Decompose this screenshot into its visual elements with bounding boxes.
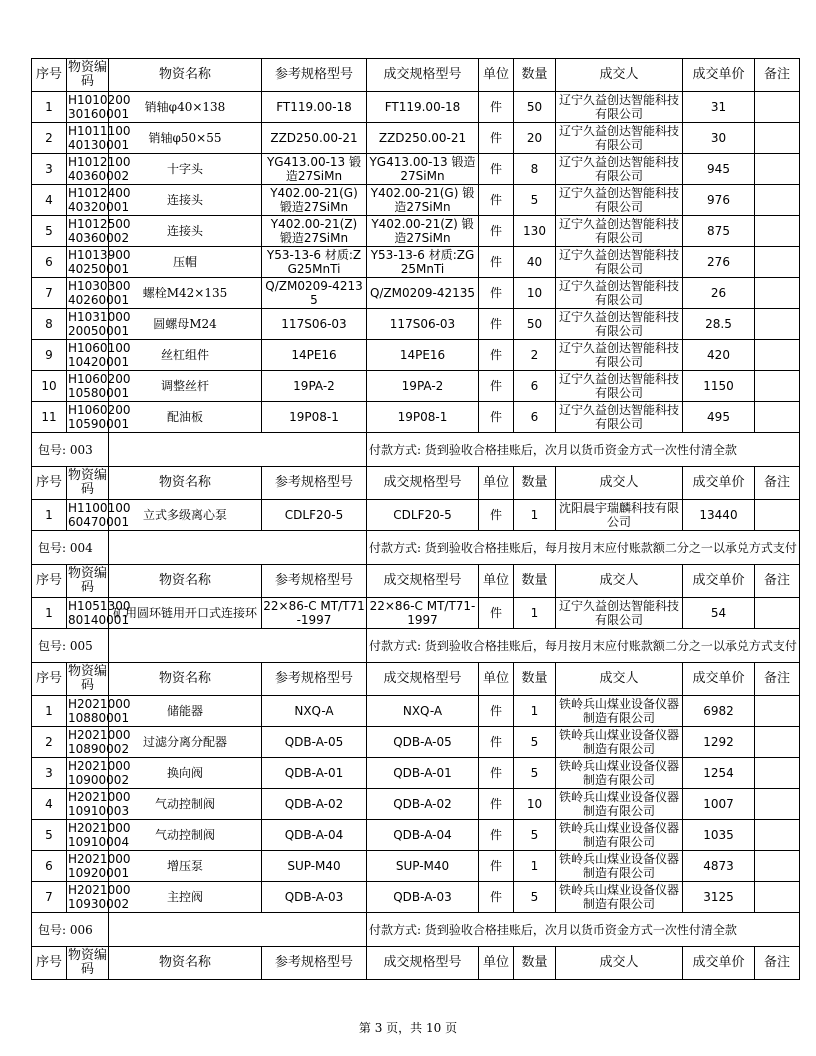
table-cell: 1292 bbox=[683, 727, 755, 758]
table-cell: NXQ-A bbox=[367, 696, 479, 727]
table-cell: 立式多级离心泵 bbox=[109, 500, 262, 531]
table-cell: ZZD250.00-21 bbox=[367, 123, 479, 154]
table-cell: 2 bbox=[514, 340, 556, 371]
table-cell: 件 bbox=[479, 278, 514, 309]
table-cell: H1031000 20050001 bbox=[68, 310, 131, 338]
table-cell: CDLF20-5 bbox=[367, 500, 479, 531]
table-cell: 件 bbox=[479, 789, 514, 820]
table-cell: 117S06-03 bbox=[367, 309, 479, 340]
table-cell: 件 bbox=[479, 154, 514, 185]
table-cell: 件 bbox=[479, 340, 514, 371]
column-header: 物资编码 bbox=[67, 59, 109, 92]
table-cell: 22×86-C MT/T71-1997 bbox=[263, 599, 365, 627]
table-cell: H1012100 40360002 bbox=[68, 155, 131, 183]
column-header: 序号 bbox=[32, 467, 67, 500]
header-row bbox=[32, 467, 800, 500]
table-cell: QDB-A-04 bbox=[367, 820, 479, 851]
column-header: 参考规格型号 bbox=[262, 663, 367, 696]
table-cell: 1035 bbox=[683, 820, 755, 851]
table-row bbox=[32, 820, 800, 851]
table-cell: 6 bbox=[32, 247, 67, 278]
table-cell: QDB-A-02 bbox=[262, 789, 367, 820]
table-cell: H1013900 40250001 bbox=[68, 248, 131, 276]
table-cell: 辽宁久益创达智能科技有限公司 bbox=[556, 247, 683, 278]
table-cell: H1100100 60470001 bbox=[68, 501, 131, 529]
column-header: 物资编码 bbox=[67, 663, 109, 696]
table-cell: YG413.00-13 锻造27SiMn bbox=[262, 154, 367, 185]
table-cell: 件 bbox=[479, 216, 514, 247]
table-cell: 辽宁久益创达智能科技有限公司 bbox=[556, 185, 683, 216]
table-cell: 7 bbox=[32, 882, 67, 913]
table-cell: Y402.00-21(Z) 锻造27SiMn bbox=[367, 216, 479, 247]
column-header: 数量 bbox=[514, 59, 556, 92]
column-header: 物资编码 bbox=[67, 467, 109, 500]
table-cell: H1012400 40320001 bbox=[68, 186, 131, 214]
table-cell: 1 bbox=[514, 696, 556, 727]
table-cell bbox=[755, 758, 800, 789]
table-cell: 辽宁久益创达智能科技有限公司 bbox=[556, 123, 683, 154]
table-cell: 420 bbox=[683, 340, 755, 371]
table-cell: QDB-A-03 bbox=[262, 882, 367, 913]
table-row bbox=[32, 371, 800, 402]
table-cell: 2 bbox=[32, 123, 67, 154]
table-cell: NXQ-A bbox=[262, 696, 367, 727]
package-number: 包号: 004 bbox=[32, 531, 109, 565]
column-header: 单位 bbox=[479, 663, 514, 696]
package-row bbox=[32, 433, 800, 467]
table-cell: QDB-A-01 bbox=[262, 758, 367, 789]
table-cell bbox=[755, 123, 800, 154]
table-cell: 19PA-2 bbox=[367, 371, 479, 402]
table-cell: 件 bbox=[479, 123, 514, 154]
table-row bbox=[32, 598, 800, 629]
column-header: 单位 bbox=[479, 59, 514, 92]
table-cell: 铁岭兵山煤业设备仪器制造有限公司 bbox=[556, 820, 683, 851]
column-header: 参考规格型号 bbox=[262, 947, 367, 980]
table-row bbox=[32, 500, 800, 531]
table-cell: 矿用圆环链用开口式连接环 bbox=[109, 598, 262, 629]
table-cell: 气动控制阀 bbox=[109, 820, 262, 851]
package-row bbox=[32, 531, 800, 565]
package-blank bbox=[109, 629, 367, 663]
package-row bbox=[32, 629, 800, 663]
column-header: 物资名称 bbox=[109, 947, 262, 980]
procurement-results-table bbox=[31, 58, 800, 980]
table-cell: H1060100 10420001 bbox=[68, 341, 131, 369]
column-header: 成交规格型号 bbox=[367, 467, 479, 500]
table-cell: 辽宁久益创达智能科技有限公司 bbox=[556, 154, 683, 185]
table-cell: Y53-13-6 材质:ZG25MnTi bbox=[367, 247, 479, 278]
table-cell: 调整丝杆 bbox=[109, 371, 262, 402]
table-cell: 6 bbox=[32, 851, 67, 882]
table-cell bbox=[755, 882, 800, 913]
header-row bbox=[32, 565, 800, 598]
table-cell: 1254 bbox=[683, 758, 755, 789]
table-cell: ZZD250.00-21 bbox=[262, 123, 367, 154]
table-row bbox=[32, 758, 800, 789]
column-header: 成交人 bbox=[556, 663, 683, 696]
column-header: 物资名称 bbox=[109, 663, 262, 696]
payment-terms: 付款方式: 货到验收合格挂账后，次月以货币资金方式一次性付清全款 bbox=[367, 433, 800, 467]
table-cell bbox=[755, 154, 800, 185]
table-cell: H1060200 10590001 bbox=[68, 403, 131, 431]
table-cell: 22×86-C MT/T71-1997 bbox=[367, 598, 479, 629]
column-header: 单位 bbox=[479, 467, 514, 500]
table-cell: FT119.00-18 bbox=[367, 92, 479, 123]
column-header: 成交规格型号 bbox=[367, 663, 479, 696]
table-cell bbox=[755, 309, 800, 340]
table-cell: 9 bbox=[32, 340, 67, 371]
column-header: 参考规格型号 bbox=[262, 467, 367, 500]
table-cell: H2021000 10930002 bbox=[68, 883, 131, 911]
table-cell bbox=[755, 500, 800, 531]
column-header: 物资名称 bbox=[109, 467, 262, 500]
column-header: 序号 bbox=[32, 663, 67, 696]
table-cell: CDLF20-5 bbox=[262, 500, 367, 531]
table-cell: H2021000 10880001 bbox=[68, 697, 131, 725]
table-cell: 19PA-2 bbox=[262, 371, 367, 402]
table-cell: 26 bbox=[683, 278, 755, 309]
column-header: 备注 bbox=[755, 947, 800, 980]
table-cell: 件 bbox=[479, 500, 514, 531]
table-cell: 十字头 bbox=[109, 154, 262, 185]
table-cell: 铁岭兵山煤业设备仪器制造有限公司 bbox=[556, 727, 683, 758]
table-cell: 6 bbox=[514, 371, 556, 402]
column-header: 成交单价 bbox=[683, 663, 755, 696]
package-blank bbox=[109, 913, 367, 947]
table-cell: 储能器 bbox=[109, 696, 262, 727]
table-cell: 19P08-1 bbox=[367, 402, 479, 433]
table-cell: YG413.00-13 锻造27SiMn bbox=[367, 154, 479, 185]
table-cell: 件 bbox=[479, 598, 514, 629]
table-cell: 6982 bbox=[683, 696, 755, 727]
table-row bbox=[32, 185, 800, 216]
table-cell bbox=[755, 820, 800, 851]
package-number: 包号: 005 bbox=[32, 629, 109, 663]
header-row bbox=[32, 947, 800, 980]
table-cell: 4873 bbox=[683, 851, 755, 882]
table-cell bbox=[755, 598, 800, 629]
table-cell: 1 bbox=[514, 500, 556, 531]
table-cell: 2 bbox=[32, 727, 67, 758]
table-cell: Q/ZM0209-42135 bbox=[262, 278, 367, 309]
table-cell: H2021000 10900002 bbox=[68, 759, 131, 787]
column-header: 单位 bbox=[479, 565, 514, 598]
column-header: 物资编码 bbox=[67, 947, 109, 980]
table-row bbox=[32, 278, 800, 309]
table-cell: 13440 bbox=[683, 500, 755, 531]
column-header: 数量 bbox=[514, 947, 556, 980]
table-row bbox=[32, 696, 800, 727]
table-cell bbox=[755, 278, 800, 309]
table-cell: 件 bbox=[479, 402, 514, 433]
table-cell: 1 bbox=[32, 500, 67, 531]
table-cell: 276 bbox=[683, 247, 755, 278]
table-cell: 8 bbox=[514, 154, 556, 185]
table-cell: 连接头 bbox=[109, 216, 262, 247]
table-cell: 辽宁久益创达智能科技有限公司 bbox=[556, 309, 683, 340]
header-row bbox=[32, 59, 800, 92]
table-cell: 件 bbox=[479, 371, 514, 402]
table-cell: 件 bbox=[479, 758, 514, 789]
column-header: 序号 bbox=[32, 565, 67, 598]
table-cell: 130 bbox=[514, 216, 556, 247]
table-cell: 圆螺母M24 bbox=[109, 309, 262, 340]
table-cell: FT119.00-18 bbox=[262, 92, 367, 123]
table-cell: 7 bbox=[32, 278, 67, 309]
table-cell bbox=[755, 340, 800, 371]
table-cell: 30 bbox=[683, 123, 755, 154]
table-cell: 件 bbox=[479, 92, 514, 123]
column-header: 成交规格型号 bbox=[367, 59, 479, 92]
table-cell: 5 bbox=[514, 727, 556, 758]
table-row bbox=[32, 154, 800, 185]
table-cell: 11 bbox=[32, 402, 67, 433]
table-cell: Y402.00-21(G) 锻造27SiMn bbox=[367, 185, 479, 216]
table-row bbox=[32, 216, 800, 247]
table-cell: 3125 bbox=[683, 882, 755, 913]
table-cell: 5 bbox=[32, 820, 67, 851]
package-row bbox=[32, 913, 800, 947]
table-cell: 辽宁久益创达智能科技有限公司 bbox=[556, 92, 683, 123]
table-cell: Y402.00-21(G) 锻造27SiMn bbox=[262, 185, 367, 216]
column-header: 参考规格型号 bbox=[262, 59, 367, 92]
table-cell bbox=[755, 185, 800, 216]
table-cell: 换向阀 bbox=[109, 758, 262, 789]
table-cell: H1030300 40260001 bbox=[68, 279, 131, 307]
table-cell: QDB-A-05 bbox=[262, 727, 367, 758]
table-cell: QDB-A-01 bbox=[367, 758, 479, 789]
table-cell: 1150 bbox=[683, 371, 755, 402]
table-cell: H1011100 40130001 bbox=[68, 124, 131, 152]
table-cell: 10 bbox=[514, 789, 556, 820]
table-cell: 54 bbox=[683, 598, 755, 629]
table-cell: 31 bbox=[683, 92, 755, 123]
page-footer: 第 3 页，共 10 页 bbox=[358, 1021, 458, 1035]
table-cell: 压帽 bbox=[109, 247, 262, 278]
table-cell: 976 bbox=[683, 185, 755, 216]
table-cell: 配油板 bbox=[109, 402, 262, 433]
table-cell: 50 bbox=[514, 92, 556, 123]
column-header: 参考规格型号 bbox=[262, 565, 367, 598]
table-cell: 10 bbox=[32, 371, 67, 402]
table-row bbox=[32, 123, 800, 154]
column-header: 物资名称 bbox=[109, 565, 262, 598]
table-cell: 6 bbox=[514, 402, 556, 433]
table-cell bbox=[755, 727, 800, 758]
package-blank bbox=[109, 433, 367, 467]
table-cell: 10 bbox=[514, 278, 556, 309]
table-cell: 5 bbox=[514, 758, 556, 789]
table-cell: Y53-13-6 材质:ZG25MnTi bbox=[262, 247, 367, 278]
table-cell: SUP-M40 bbox=[262, 851, 367, 882]
column-header: 成交规格型号 bbox=[367, 947, 479, 980]
table-cell: H2021000 10890002 bbox=[68, 728, 131, 756]
table-cell: H2021000 10910004 bbox=[68, 821, 131, 849]
table-cell: 件 bbox=[479, 696, 514, 727]
column-header: 数量 bbox=[514, 663, 556, 696]
table-cell: 沈阳晨宇瑞麟科技有限公司 bbox=[556, 500, 683, 531]
column-header: 数量 bbox=[514, 467, 556, 500]
column-header: 数量 bbox=[514, 565, 556, 598]
table-cell bbox=[755, 92, 800, 123]
column-header: 备注 bbox=[755, 565, 800, 598]
table-cell: 1 bbox=[514, 598, 556, 629]
payment-terms: 付款方式: 货到验收合格挂账后，每月按月末应付账款额二分之一以承兑方式支付 bbox=[367, 629, 800, 663]
table-cell: H1060200 10580001 bbox=[68, 372, 131, 400]
table-cell: H1012500 40360002 bbox=[68, 217, 131, 245]
table-cell bbox=[755, 696, 800, 727]
table-cell: 3 bbox=[32, 758, 67, 789]
table-row bbox=[32, 882, 800, 913]
table-cell: 5 bbox=[514, 882, 556, 913]
table-cell: H1051300 80140001 bbox=[68, 599, 131, 627]
payment-terms: 付款方式: 货到验收合格挂账后，次月以货币资金方式一次性付清全款 bbox=[367, 913, 800, 947]
table-row bbox=[32, 402, 800, 433]
table-cell: Q/ZM0209-42135 bbox=[367, 278, 479, 309]
table-cell bbox=[755, 216, 800, 247]
table-cell: 铁岭兵山煤业设备仪器制造有限公司 bbox=[556, 758, 683, 789]
table-cell: 20 bbox=[514, 123, 556, 154]
column-header: 成交单价 bbox=[683, 565, 755, 598]
column-header: 成交单价 bbox=[683, 59, 755, 92]
table-row bbox=[32, 789, 800, 820]
table-cell: 辽宁久益创达智能科技有限公司 bbox=[556, 598, 683, 629]
table-cell: 1007 bbox=[683, 789, 755, 820]
table-cell: 件 bbox=[479, 820, 514, 851]
table-cell: 辽宁久益创达智能科技有限公司 bbox=[556, 371, 683, 402]
package-number: 包号: 003 bbox=[32, 433, 109, 467]
table-row bbox=[32, 309, 800, 340]
column-header: 单位 bbox=[479, 947, 514, 980]
table-cell: 40 bbox=[514, 247, 556, 278]
payment-terms: 付款方式: 货到验收合格挂账后，每月按月末应付账款额二分之一以承兑方式支付 bbox=[367, 531, 800, 565]
table-cell: 19P08-1 bbox=[262, 402, 367, 433]
column-header: 成交单价 bbox=[683, 947, 755, 980]
table-cell: 1 bbox=[514, 851, 556, 882]
table-cell: 销轴φ50×55 bbox=[109, 123, 262, 154]
table-cell: H2021000 10910003 bbox=[68, 790, 131, 818]
table-cell: 辽宁久益创达智能科技有限公司 bbox=[556, 278, 683, 309]
table-row bbox=[32, 92, 800, 123]
table-cell bbox=[755, 402, 800, 433]
table-row bbox=[32, 247, 800, 278]
column-header: 成交人 bbox=[556, 59, 683, 92]
table-cell: 件 bbox=[479, 185, 514, 216]
table-cell: QDB-A-03 bbox=[367, 882, 479, 913]
table-cell: 铁岭兵山煤业设备仪器制造有限公司 bbox=[556, 789, 683, 820]
column-header: 备注 bbox=[755, 467, 800, 500]
column-header: 成交规格型号 bbox=[367, 565, 479, 598]
table-cell: 件 bbox=[479, 727, 514, 758]
column-header: 物资名称 bbox=[109, 59, 262, 92]
table-cell: 945 bbox=[683, 154, 755, 185]
table-cell: 5 bbox=[514, 185, 556, 216]
table-cell: H2021000 10920001 bbox=[68, 852, 131, 880]
table-cell: 875 bbox=[683, 216, 755, 247]
table-cell: 主控阀 bbox=[109, 882, 262, 913]
table-cell: 丝杠组件 bbox=[109, 340, 262, 371]
column-header: 序号 bbox=[32, 59, 67, 92]
table-cell: 件 bbox=[479, 309, 514, 340]
table-cell: 气动控制阀 bbox=[109, 789, 262, 820]
table-cell: 过滤分离分配器 bbox=[109, 727, 262, 758]
table-cell: 辽宁久益创达智能科技有限公司 bbox=[556, 402, 683, 433]
table-cell: 5 bbox=[32, 216, 67, 247]
table-cell: 螺栓M42×135 bbox=[109, 278, 262, 309]
table-cell: 辽宁久益创达智能科技有限公司 bbox=[556, 340, 683, 371]
package-number: 包号: 006 bbox=[32, 913, 109, 947]
table-cell: SUP-M40 bbox=[367, 851, 479, 882]
table-cell: 辽宁久益创达智能科技有限公司 bbox=[556, 216, 683, 247]
table-cell: 销轴φ40×138 bbox=[109, 92, 262, 123]
table-cell: 50 bbox=[514, 309, 556, 340]
column-header: 序号 bbox=[32, 947, 67, 980]
table-cell: 8 bbox=[32, 309, 67, 340]
table-cell: 铁岭兵山煤业设备仪器制造有限公司 bbox=[556, 851, 683, 882]
column-header: 成交单价 bbox=[683, 467, 755, 500]
table-cell: 14PE16 bbox=[262, 340, 367, 371]
table-cell: 5 bbox=[514, 820, 556, 851]
table-cell: 4 bbox=[32, 789, 67, 820]
table-row bbox=[32, 727, 800, 758]
table-cell bbox=[755, 789, 800, 820]
column-header: 备注 bbox=[755, 59, 800, 92]
table-cell: 铁岭兵山煤业设备仪器制造有限公司 bbox=[556, 882, 683, 913]
table-cell: QDB-A-02 bbox=[367, 789, 479, 820]
table-cell: 连接头 bbox=[109, 185, 262, 216]
table-cell: 铁岭兵山煤业设备仪器制造有限公司 bbox=[556, 696, 683, 727]
table-cell: 117S06-03 bbox=[262, 309, 367, 340]
table-cell: QDB-A-05 bbox=[367, 727, 479, 758]
table-cell: H1010200 30160001 bbox=[68, 93, 131, 121]
column-header: 成交人 bbox=[556, 467, 683, 500]
table-cell: 件 bbox=[479, 247, 514, 278]
table-cell bbox=[755, 247, 800, 278]
table-cell: 1 bbox=[32, 696, 67, 727]
table-row bbox=[32, 340, 800, 371]
table-cell: 28.5 bbox=[683, 309, 755, 340]
column-header: 物资编码 bbox=[67, 565, 109, 598]
header-row bbox=[32, 663, 800, 696]
table-cell: 1 bbox=[32, 92, 67, 123]
table-cell: 3 bbox=[32, 154, 67, 185]
table-row bbox=[32, 851, 800, 882]
table-cell: Y402.00-21(Z) 锻造27SiMn bbox=[262, 216, 367, 247]
table-cell: 件 bbox=[479, 851, 514, 882]
table-cell bbox=[755, 851, 800, 882]
column-header: 备注 bbox=[755, 663, 800, 696]
table-cell: 495 bbox=[683, 402, 755, 433]
table-cell: 1 bbox=[32, 598, 67, 629]
table-cell: 件 bbox=[479, 882, 514, 913]
table-cell: 增压泵 bbox=[109, 851, 262, 882]
column-header: 成交人 bbox=[556, 565, 683, 598]
column-header: 成交人 bbox=[556, 947, 683, 980]
package-blank bbox=[109, 531, 367, 565]
table-cell: 4 bbox=[32, 185, 67, 216]
table-cell bbox=[755, 371, 800, 402]
table-cell: QDB-A-04 bbox=[262, 820, 367, 851]
table-cell: 14PE16 bbox=[367, 340, 479, 371]
